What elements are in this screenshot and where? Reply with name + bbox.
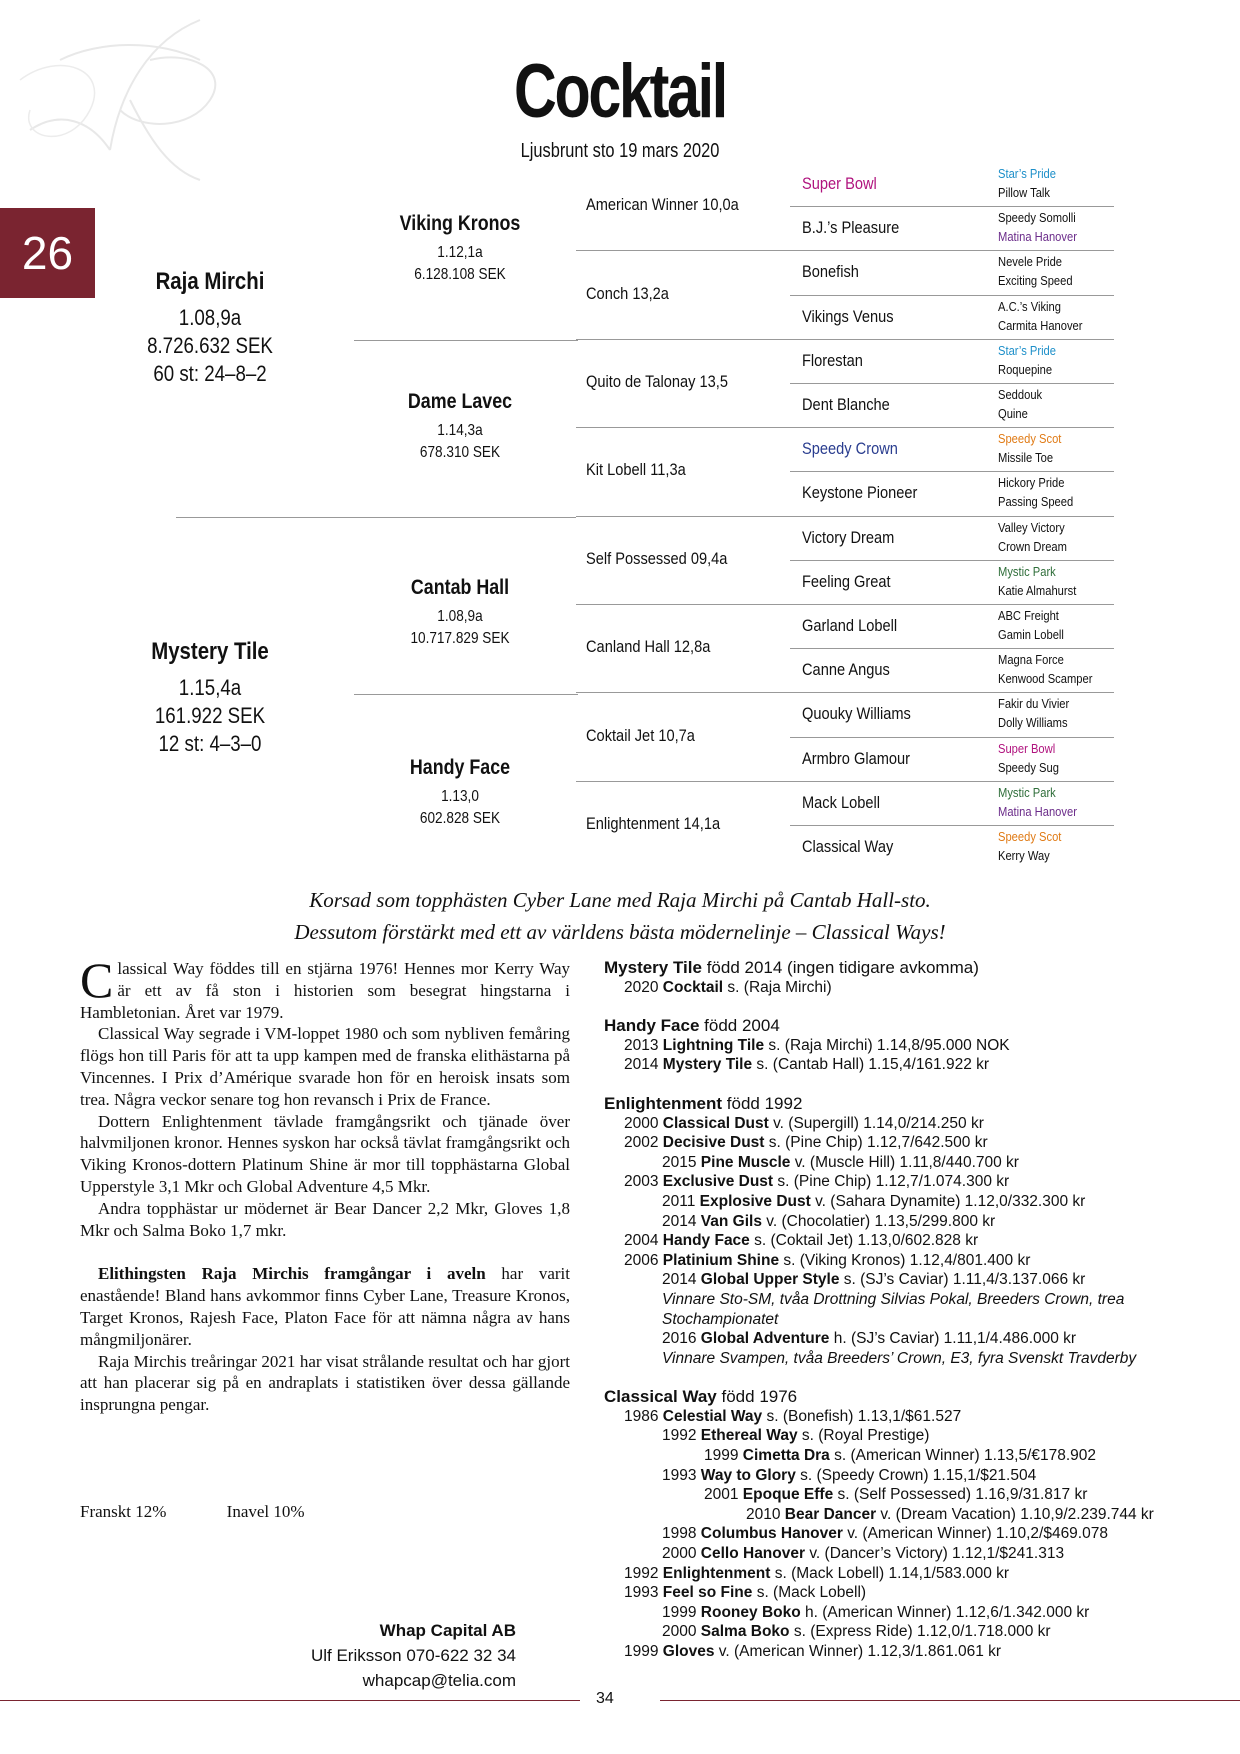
offspring-year: 1999 — [704, 1447, 743, 1465]
pedigree-divider — [790, 737, 1114, 738]
family-dam-name: Handy Face — [604, 1016, 700, 1036]
offspring-year: 2004 — [624, 1232, 663, 1250]
franskt-stat: Franskt 12% — [80, 1502, 167, 1521]
family-offspring — [604, 1329, 1204, 1349]
offspring-details: s. (Raja Mirchi) 1.14,8/95.000 NOK — [764, 1036, 1010, 1054]
gen5-name: Speedy Sug — [998, 759, 1059, 775]
gen2-earnings: 10.717.829 SEK — [410, 630, 510, 647]
pedigree-divider — [576, 250, 790, 251]
pedigree-divider — [790, 339, 1114, 340]
offspring-name: Exclusive Dust — [662, 1173, 774, 1191]
offspring-name: Pine Muscle — [700, 1153, 791, 1171]
offspring-name: Bear Dancer — [784, 1505, 877, 1523]
gen2-block — [370, 212, 550, 286]
gen5-name: Gamin Lobell — [998, 627, 1064, 642]
inavel-stat: Inavel 10% — [226, 1502, 305, 1521]
pedigree-divider — [790, 471, 1114, 472]
dam-record: 1.15,4a — [178, 675, 242, 700]
family-offspring — [604, 978, 1204, 998]
family-offspring — [604, 1114, 1204, 1134]
gen5-name: Exciting Speed — [998, 273, 1073, 289]
article-paragraph: Dottern Enlightenment tävlade framgångsrikt och tjänade över halvmiljonen kronor. Hennes syskon har också tävlat framgångsrikt och Viking Kronos-dottern Platinum Shine är mor till topphästarna Global Upperstyle 3,1 Mkr och Global Adventure 4,5 Mkr. — [80, 1111, 570, 1196]
offspring-year: 1992 — [662, 1427, 701, 1445]
gen4-name: Garland Lobell — [802, 616, 898, 635]
gen5-name: Nevele Pride — [998, 254, 1063, 270]
gen2-name: Dame Lavec — [407, 390, 513, 413]
horse-subtitle: Ljusbrunt sto 19 mars 2020 — [520, 140, 720, 162]
offspring-year: 1999 — [662, 1603, 701, 1621]
gen3-name: Enlightenment 14,1a — [586, 814, 721, 833]
offspring-year: 2000 — [662, 1623, 701, 1641]
gen4-name: B.J.’s Pleasure — [802, 218, 900, 238]
offspring-year: 2010 — [746, 1505, 785, 1523]
gen5-name: Hickory Pride — [998, 475, 1065, 491]
offspring-details: s. (Royal Prestige) — [797, 1427, 930, 1445]
offspring-details: v. (Supergill) 1.14,0/214.250 kr — [768, 1114, 984, 1132]
family-offspring — [604, 1212, 1204, 1232]
article-paragraph: Classical Way segrade i VM-loppet 1980 och som nybliven femåring flögs hon till Paris för att ta upp kampen med de franska elithästarna på Vincennes. I Prix d’Amérique svarade hon för en heroisk insats som trea. Några veckor senare tog hon revansch i Prix de France. — [80, 1024, 570, 1109]
pedigree-divider — [790, 383, 1114, 384]
gen5-name: Kenwood Scamper — [998, 671, 1093, 687]
gen2-name: Cantab Hall — [410, 576, 510, 599]
family-offspring — [604, 1505, 1204, 1525]
pedigree-divider — [354, 694, 578, 695]
gen5-name: Roquepine — [998, 361, 1053, 377]
gen5-name: Mystic Park — [998, 784, 1056, 800]
offspring-details: s. (Mack Lobell) — [752, 1584, 867, 1602]
gen4-name: Canne Angus — [802, 660, 890, 680]
offspring-details: s. (Speedy Crown) 1.15,1/$21.504 — [795, 1466, 1037, 1484]
sire-record: 1.08,9a — [178, 305, 242, 330]
gen5-name: ABC Freight — [998, 608, 1059, 623]
page-number: 34 — [596, 1690, 614, 1707]
gen5-name: Speedy Somolli — [998, 210, 1076, 226]
gen5-name: Passing Speed — [998, 494, 1074, 510]
gen2-earnings: 602.828 SEK — [419, 810, 501, 827]
pedigree-divider — [790, 781, 1114, 782]
horse-title: Cocktail — [514, 49, 726, 134]
breeding-stats — [80, 1502, 361, 1522]
family-dam-born: född 2014 (ingen tidigare avkomma) — [701, 958, 979, 977]
pedigree-divider — [354, 340, 578, 341]
pedigree-divider — [576, 516, 790, 517]
offspring-year: 1998 — [662, 1525, 701, 1543]
family-offspring — [604, 1153, 1204, 1173]
offspring-details: s. (SJ’s Caviar) 1.11,4/3.137.066 kr — [839, 1271, 1086, 1289]
gen5-name: Mystic Park — [998, 563, 1056, 579]
offspring-details: s. (Self Possessed) 1.16,9/31.817 kr — [833, 1486, 1088, 1504]
family-offspring — [604, 1231, 1204, 1251]
pedigree-divider — [790, 560, 1114, 561]
offspring-year: 2000 — [624, 1114, 663, 1132]
gen3-name: Conch 13,2a — [586, 283, 669, 303]
pedigree-divider — [576, 692, 790, 693]
family-offspring — [604, 1544, 1204, 1564]
family-note: Stochampionatet — [662, 1310, 779, 1328]
dam-name: Mystery Tile — [151, 638, 269, 665]
offspring-year: 2015 — [662, 1153, 701, 1171]
offspring-year: 2000 — [662, 1545, 701, 1563]
offspring-name: Decisive Dust — [662, 1134, 765, 1152]
family-offspring — [604, 1446, 1204, 1466]
article-text: har varit enastående! Bland hans avkommor finns Cyber Lane, Treasure Kronos, Target Kronos, Rajesh Face, Platon Face för att nämna några av hans mångmiljonärer. — [80, 1264, 571, 1349]
offspring-year: 1992 — [624, 1564, 663, 1582]
dam-earnings: 161.922 SEK — [154, 703, 266, 728]
offspring-name: Explosive Dust — [699, 1192, 811, 1210]
offspring-details: s. (Cantab Hall) 1.15,4/161.922 kr — [752, 1056, 990, 1074]
gen4-name: Armbro Glamour — [802, 748, 911, 768]
offspring-details: s. (American Winner) 1.13,5/€178.902 — [829, 1447, 1097, 1465]
offspring-name: Cello Hanover — [700, 1545, 806, 1563]
gen4-name: Super Bowl — [802, 174, 877, 193]
offspring-details: v. (Muscle Hill) 1.11,8/440.700 kr — [790, 1153, 1019, 1171]
pedigree-divider — [576, 781, 790, 782]
family-offspring — [604, 1251, 1204, 1271]
family-offspring — [604, 1407, 1204, 1427]
gen5-name: A.C.’s Viking — [998, 298, 1061, 314]
sire-name: Raja Mirchi — [155, 268, 265, 295]
offspring-name: Cimetta Dra — [742, 1447, 830, 1465]
offspring-year: 2002 — [624, 1134, 663, 1152]
gen2-block — [370, 390, 550, 464]
gen3-name: Canland Hall 12,8a — [586, 637, 711, 657]
offspring-details: s. (Bonefish) 1.13,1/$61.527 — [762, 1407, 962, 1425]
gen4-name: Vikings Venus — [802, 306, 894, 326]
family-offspring — [604, 1642, 1204, 1662]
gen5-name: Matina Hanover — [998, 229, 1077, 245]
offspring-year: 2016 — [662, 1330, 701, 1348]
family-offspring — [604, 1603, 1204, 1623]
offspring-year: 2014 — [662, 1212, 701, 1230]
offspring-details: v. (American Winner) 1.12,3/1.861.061 kr — [714, 1643, 1002, 1660]
sire-starts: 60 st: 24–8–2 — [153, 361, 267, 386]
pedigree-divider — [790, 825, 1114, 826]
offspring-details: v. (American Winner) 1.10,2/$469.078 — [842, 1525, 1108, 1543]
pedigree-divider — [790, 604, 1114, 605]
article-body — [80, 952, 571, 1416]
offspring-name: Columbus Hanover — [700, 1525, 843, 1543]
lot-number-badge: 26 — [0, 208, 95, 298]
contact-company: Whap Capital AB — [379, 1621, 516, 1640]
gen2-earnings: 678.310 SEK — [419, 444, 501, 461]
offspring-details: v. (Sahara Dynamite) 1.12,0/332.300 kr — [810, 1192, 1086, 1210]
offspring-name: Global Adventure — [700, 1330, 830, 1348]
family-offspring — [604, 1133, 1204, 1153]
offspring-details: s. (Pine Chip) 1.12,7/642.500 kr — [764, 1134, 988, 1152]
family-dam-name: Classical Way — [604, 1387, 717, 1407]
offspring-year: 2013 — [624, 1036, 663, 1054]
gen4-name: Speedy Crown — [802, 439, 898, 459]
family-dam-born: född 2004 — [699, 1016, 780, 1036]
gen5-name: Valley Victory — [998, 519, 1065, 535]
pedigree-divider — [790, 516, 1114, 517]
family-offspring — [604, 1192, 1204, 1212]
gen4-name: Quouky Williams — [802, 704, 911, 724]
gen5-name: Kerry Way — [998, 848, 1050, 863]
offspring-year: 2014 — [662, 1271, 701, 1289]
offspring-name: Platinium Shine — [662, 1251, 780, 1269]
article-paragraph: Raja Mirchis treåringar 2021 har visat strålande resultat och har gjort att han placerar sig på en andraplats i statistiken över dessa gällande insprungna pengar. — [80, 1351, 570, 1415]
offspring-details: v. (Chocolatier) 1.13,5/299.800 kr — [761, 1212, 996, 1230]
offspring-year: 2006 — [624, 1251, 663, 1269]
family-dam-heading — [604, 1387, 1204, 1407]
family-offspring — [604, 1622, 1204, 1642]
gen5-name: Missile Toe — [998, 450, 1054, 466]
gen5-name: Crown Dream — [998, 538, 1067, 554]
pedigree-divider — [790, 427, 1114, 428]
offspring-year: 1993 — [662, 1466, 701, 1484]
offspring-year: 1986 — [624, 1407, 663, 1425]
pedigree-divider — [576, 427, 790, 428]
offspring-details: s. (Mack Lobell) 1.14,1/583.000 kr — [770, 1564, 1010, 1582]
gen2-record: 1.08,9a — [437, 608, 483, 625]
tagline — [0, 884, 1240, 948]
family-dam-name: Enlightenment — [604, 1093, 723, 1113]
offspring-details: s. (Express Ride) 1.12,0/1.718.000 kr — [789, 1623, 1051, 1641]
offspring-name: Celestial Way — [662, 1407, 763, 1425]
gen2-name: Viking Kronos — [399, 212, 521, 235]
gen5-name: Katie Almahurst — [998, 582, 1077, 598]
pedigree-divider — [790, 692, 1114, 693]
contact-block — [260, 1618, 516, 1693]
gen2-block — [370, 756, 550, 830]
family-note: Vinnare Sto-SM, tvåa Drottning Silvias Pokal, Breeders Crown, trea — [662, 1290, 1125, 1308]
pedigree-divider — [790, 250, 1114, 251]
offspring-name: Gloves — [662, 1643, 715, 1660]
offspring-name: Epoque Effe — [742, 1486, 834, 1504]
gen4-name: Feeling Great — [802, 571, 891, 591]
footer-rule — [660, 1700, 1240, 1701]
offspring-details: s. (Coktail Jet) 1.13,0/602.828 kr — [749, 1232, 979, 1250]
offspring-name: Rooney Boko — [700, 1603, 801, 1621]
tagline-line: Korsad som topphästen Cyber Lane med Raja Mirchi på Cantab Hall-sto. — [309, 888, 931, 912]
gen3-name: Kit Lobell 11,3a — [586, 460, 686, 480]
gen5-name: Matina Hanover — [998, 803, 1077, 819]
offspring-name: Lightning Tile — [662, 1036, 765, 1054]
tagline-line: Dessutom förstärkt med ett av världens bästa mödernelinje – Classical Ways! — [294, 920, 946, 944]
family-offspring — [604, 1055, 1204, 1075]
offspring-name: Enlightenment — [662, 1564, 771, 1582]
family-offspring — [604, 1036, 1204, 1056]
gen5-name: Magna Force — [998, 652, 1064, 668]
family-offspring — [604, 1466, 1204, 1486]
family-dam-heading — [604, 1094, 1204, 1114]
gen2-record: 1.12,1a — [437, 244, 483, 261]
family-dam-heading — [604, 1016, 1204, 1036]
offspring-details: h. (American Winner) 1.12,6/1.342.000 kr — [800, 1603, 1090, 1621]
family-offspring — [604, 1426, 1204, 1446]
gen5-name: Star’s Pride — [998, 166, 1056, 181]
family-offspring — [604, 1270, 1204, 1290]
offspring-details: s. (Pine Chip) 1.12,7/1.074.300 kr — [773, 1173, 1010, 1191]
pedigree-divider — [790, 295, 1114, 296]
family-offspring — [604, 1485, 1204, 1505]
pedigree-divider — [790, 648, 1114, 649]
gen3-name: American Winner 10,0a — [586, 195, 739, 215]
dam-starts: 12 st: 4–3–0 — [158, 731, 262, 756]
contact-person: Ulf Eriksson 070-622 32 34 — [310, 1646, 516, 1665]
gen4-name: Florestan — [802, 350, 863, 370]
gen2-name: Handy Face — [409, 756, 511, 779]
article-paragraph: lassical Way föddes till en stjärna 1976! Hennes mor Kerry Way är ett av få ston i historien som besegrat hingstarna i Hambletonian. Året var 1979. — [80, 959, 570, 1022]
offspring-name: Salma Boko — [700, 1623, 790, 1641]
gen5-name: Speedy Scot — [998, 431, 1062, 447]
offspring-year: 2014 — [624, 1056, 663, 1074]
gen3-name: Self Possessed 09,4a — [586, 548, 728, 568]
gen5-name: Dolly Williams — [998, 715, 1068, 731]
gen2-record: 1.14,3a — [437, 422, 483, 439]
offspring-name: Way to Glory — [700, 1466, 796, 1484]
maternal-family-list — [604, 958, 1204, 1662]
offspring-details: v. (Dancer’s Victory) 1.12,1/$241.313 — [805, 1545, 1065, 1563]
offspring-details: h. (SJ’s Caviar) 1.11,1/4.486.000 kr — [829, 1330, 1077, 1348]
article-paragraph — [80, 1263, 570, 1350]
family-dam-born: född 1976 — [716, 1387, 798, 1407]
offspring-name: Ethereal Way — [700, 1427, 798, 1445]
gen4-name: Classical Way — [802, 837, 894, 856]
gen2-block — [370, 576, 550, 650]
family-offspring — [604, 1583, 1204, 1603]
gen3-name: Coktail Jet 10,7a — [586, 725, 695, 745]
gen5-name: Carmita Hanover — [998, 317, 1083, 333]
offspring-name: Van Gils — [700, 1212, 762, 1230]
family-offspring — [604, 1564, 1204, 1584]
offspring-name: Classical Dust — [662, 1114, 769, 1132]
pedigree-divider — [576, 339, 790, 340]
footer-rule — [0, 1700, 580, 1701]
offspring-name: Cocktail — [662, 978, 724, 996]
offspring-name: Handy Face — [662, 1232, 750, 1250]
offspring-name: Mystery Tile — [662, 1056, 753, 1074]
dam-block — [120, 638, 300, 758]
sire-block — [120, 268, 300, 388]
offspring-name: Global Upper Style — [700, 1271, 840, 1289]
offspring-year: 2003 — [624, 1173, 663, 1191]
gen5-name: Seddouk — [998, 387, 1043, 402]
article-paragraph: Andra topphästar ur mödernet är Bear Dancer 2,2 Mkr, Gloves 1,8 Mkr och Salma Boko 1,7 mkr. — [80, 1198, 570, 1240]
gen2-earnings: 6.128.108 SEK — [414, 266, 506, 283]
pedigree-divider — [790, 206, 1114, 207]
gen4-name: Bonefish — [802, 262, 859, 282]
gen4-name: Victory Dream — [802, 527, 895, 547]
family-note: Vinnare Svampen, tvåa Breeders’ Crown, E3, fyra Svenskt Travderby — [662, 1349, 1137, 1367]
offspring-details: s. (Viking Kronos) 1.12,4/801.400 kr — [779, 1251, 1031, 1269]
family-dam-born: född 1992 — [722, 1093, 803, 1113]
family-dam-heading — [604, 958, 1204, 978]
offspring-year: 2001 — [704, 1486, 743, 1504]
pedigree-divider — [576, 604, 790, 605]
offspring-details: v. (Dream Vacation) 1.10,9/2.239.744 kr — [876, 1505, 1154, 1523]
gen5-name: Quine — [998, 406, 1028, 421]
gen4-name: Dent Blanche — [802, 395, 890, 414]
family-offspring — [604, 1172, 1204, 1192]
gen5-name: Star’s Pride — [998, 342, 1056, 358]
offspring-details: s. (Raja Mirchi) — [723, 978, 832, 996]
gen5-name: Pillow Talk — [998, 185, 1050, 200]
family-dam-name: Mystery Tile — [604, 958, 702, 977]
contact-email[interactable]: whapcap@telia.com — [362, 1671, 516, 1690]
offspring-year: 2020 — [624, 978, 663, 996]
gen5-name: Super Bowl — [998, 740, 1056, 756]
gen5-name: Fakir du Vivier — [998, 696, 1070, 712]
pedigree-divider — [176, 517, 576, 518]
gen2-record: 1.13,0 — [441, 788, 479, 805]
gen3-name: Quito de Talonay 13,5 — [586, 372, 728, 391]
article-bold-lead: Elithingsten Raja Mirchis framgångar i aveln — [98, 1264, 486, 1284]
drop-cap: C — [80, 952, 114, 1008]
gen4-name: Keystone Pioneer — [802, 483, 918, 503]
gen5-name: Speedy Scot — [998, 829, 1062, 844]
offspring-year: 2011 — [662, 1192, 700, 1210]
sire-earnings: 8.726.632 SEK — [147, 333, 273, 358]
offspring-name: Feel so Fine — [662, 1584, 753, 1602]
offspring-year: 1999 — [624, 1643, 663, 1660]
gen4-name: Mack Lobell — [802, 792, 881, 812]
offspring-year: 1993 — [624, 1584, 663, 1602]
family-offspring — [604, 1524, 1204, 1544]
